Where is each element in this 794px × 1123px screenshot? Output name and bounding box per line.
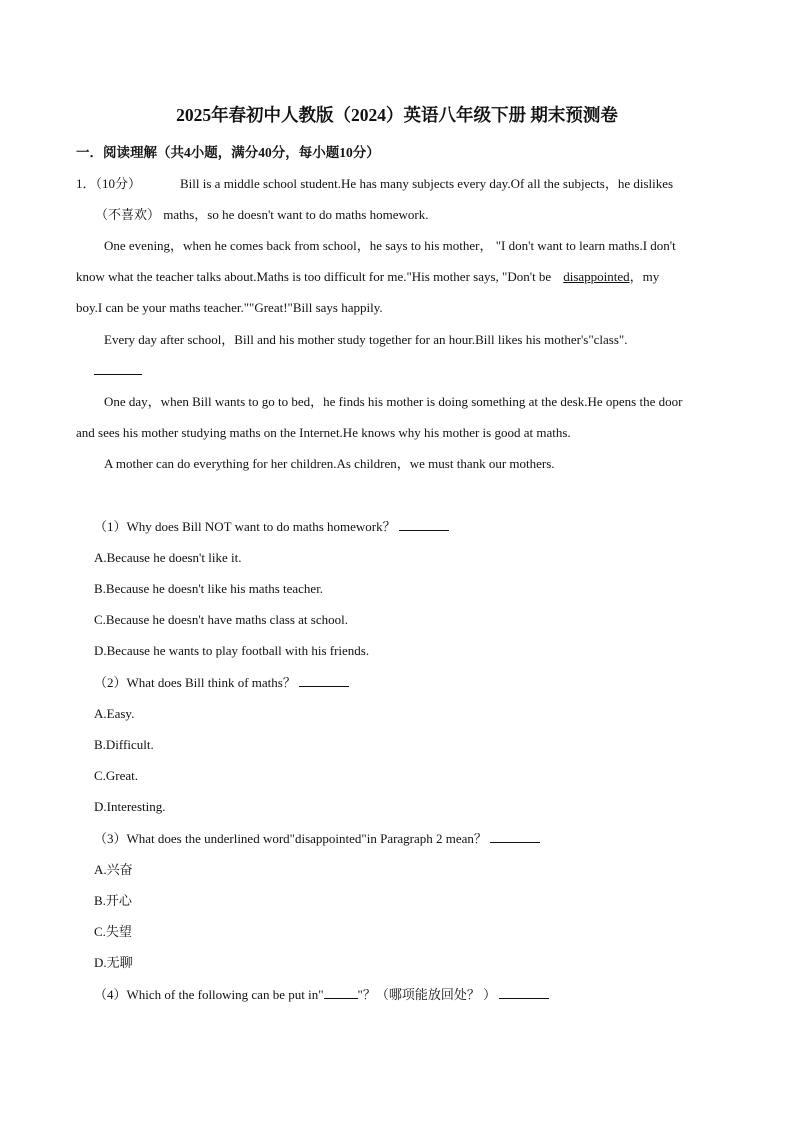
- answer-blank: [490, 830, 540, 843]
- inline-blank: [324, 986, 358, 999]
- question-stem: （2）What does Bill think of maths？: [94, 674, 349, 692]
- question-stem: （4）Which of the following can be put in" "？（哪项能放回处？ ）: [94, 986, 549, 1004]
- passage-line: boy.I can be your maths teacher.""Great!"Bill says happily.: [76, 300, 383, 315]
- option: C.Because he doesn't have maths class at school.: [94, 612, 348, 627]
- option: A.Easy.: [94, 706, 135, 721]
- passage-line: and sees his mother studying maths on the Internet.He knows why his mother is good at maths.: [76, 425, 571, 440]
- question-stem: （3）What does the underlined word"disappointed"in Paragraph 2 mean？: [94, 830, 540, 848]
- underlined-word: disappointed: [563, 269, 630, 284]
- option: C.失望: [94, 924, 132, 939]
- passage-line: Bill is a middle school student.He has many subjects every day.Of all the subjects，he dislikes: [180, 176, 674, 191]
- passage-line: （不喜欢） maths，so he doesn't want to do maths homework.: [95, 207, 429, 222]
- option: B.Because he doesn't like his maths teacher.: [94, 581, 324, 596]
- option: D.Because he wants to play football with his friends.: [94, 643, 370, 658]
- passage-line: One evening，when he comes back from school，he says to his mother， "I don't want to learn maths.I don't: [104, 238, 676, 253]
- option: D.Interesting.: [94, 799, 166, 814]
- option: B.Difficult.: [94, 737, 154, 752]
- passage-text: know what the teacher talks about.Maths is too difficult for me."His mother says, "Don't be: [76, 269, 552, 284]
- answer-blank: [499, 986, 549, 999]
- passage-line: One day，when Bill wants to go to bed，he finds his mother is doing something at the desk.He opens the door: [104, 394, 683, 409]
- option: C.Great.: [94, 768, 139, 783]
- question-stem: （1）Why does Bill NOT want to do maths homework？: [94, 518, 449, 536]
- passage-text: ，my: [629, 269, 660, 284]
- page-title: 2025年春初中人教版（2024）英语八年级下册 期末预测卷: [176, 105, 618, 125]
- section-heading: 一．阅读理解（共4小题，满分40分，每小题10分）: [76, 145, 380, 160]
- option: A.兴奋: [94, 862, 133, 877]
- option: A.Because he doesn't like it.: [94, 550, 242, 565]
- answer-blank: [399, 518, 449, 531]
- option: D.无聊: [94, 955, 133, 970]
- answer-blank: [94, 362, 142, 380]
- passage-line: [76, 268, 659, 286]
- answer-blank: [299, 674, 349, 687]
- option: B.开心: [94, 893, 132, 908]
- passage-line: A mother can do everything for her children.As children，we must thank our mothers.: [104, 456, 555, 471]
- passage-line: Every day after school，Bill and his mother study together for an hour.Bill likes his mother's"class".: [104, 332, 628, 347]
- question-number: 1．（10分）: [76, 176, 142, 191]
